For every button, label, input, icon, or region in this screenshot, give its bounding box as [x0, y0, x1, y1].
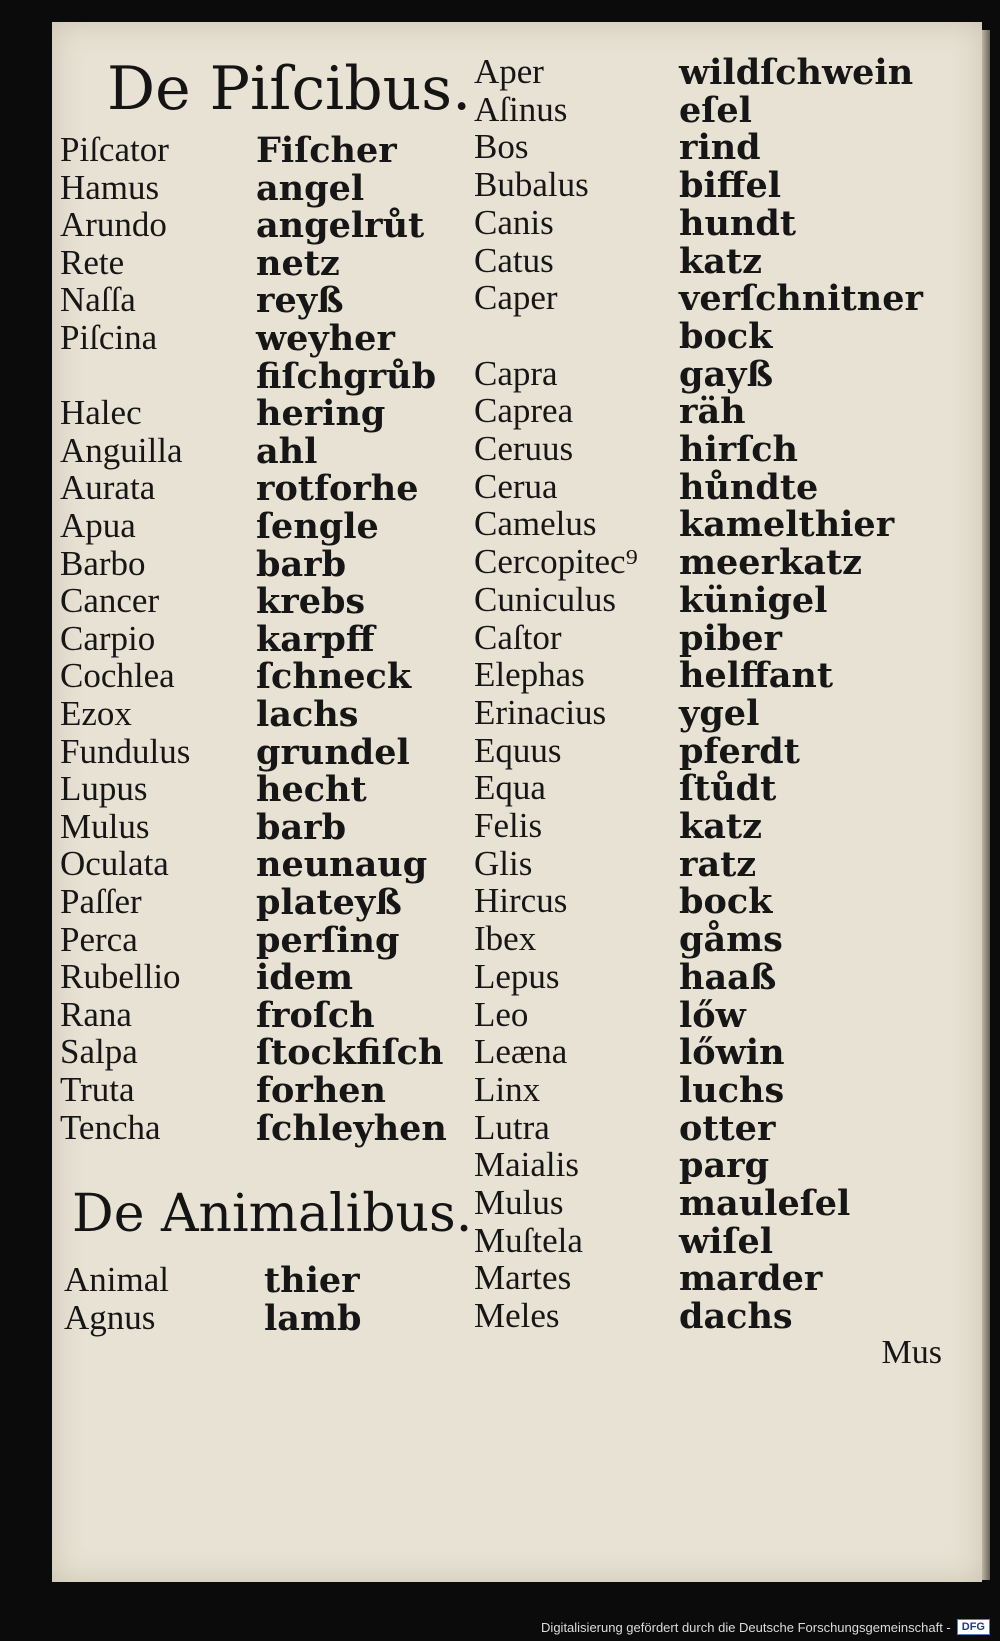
german-term: meerkatz [679, 542, 862, 584]
latin-term: Cerua [474, 466, 558, 506]
german-term: ſtůdt [679, 768, 777, 810]
heading-de-piscibus: De Piſcibus. [107, 54, 472, 124]
latin-term: Canis [474, 202, 554, 242]
latin-term: Caſtor [474, 617, 562, 657]
german-term: reyß [256, 280, 344, 322]
latin-term: Aſinus [474, 89, 568, 129]
german-term: ahl [256, 430, 318, 472]
german-term: lamb [264, 1298, 362, 1339]
latin-term: Aper [474, 52, 544, 91]
german-term: thier [264, 1260, 360, 1301]
german-term: ſengle [256, 506, 379, 547]
german-term: plateyß [256, 882, 402, 923]
latin-term: Oculata [60, 844, 169, 884]
german-term: grundel [256, 731, 410, 773]
latin-term: Equus [474, 730, 562, 770]
latin-term: Lutra [474, 1107, 550, 1147]
latin-term: Catus [474, 240, 554, 280]
german-term: gayß [679, 353, 774, 395]
latin-term: Cercopitec⁹ [474, 542, 638, 582]
latin-term: Maialis [474, 1145, 579, 1185]
latin-term: Mulus [474, 1183, 564, 1222]
german-term: ygel [679, 692, 760, 734]
latin-term: Leo [474, 994, 529, 1034]
german-term: luchs [679, 1069, 785, 1111]
german-term: katz [679, 806, 762, 847]
german-term: wiſel [679, 1220, 774, 1262]
latin-term: Rubellio [60, 957, 181, 997]
latin-term: Halec [60, 393, 142, 433]
book-page [52, 22, 982, 1582]
latin-term: Ceruus [474, 429, 574, 468]
german-term: katz [679, 240, 762, 282]
latin-term: Rete [60, 242, 125, 282]
latin-term: Meles [474, 1296, 560, 1336]
latin-term: Elephas [474, 655, 585, 695]
latin-term: Equa [474, 768, 546, 808]
german-term: otter [679, 1107, 776, 1149]
german-term: hůndte [679, 466, 819, 508]
latin-term: Mulus [60, 806, 150, 846]
german-term: künigel [679, 579, 828, 621]
german-term: rotforhe [256, 468, 419, 510]
latin-term: Camelus [474, 504, 597, 544]
german-term: haaß [679, 956, 777, 998]
german-term: räh [679, 391, 746, 433]
latin-term: Hircus [474, 881, 568, 921]
german-term: barb [256, 806, 347, 848]
german-term: neunaug [256, 844, 428, 886]
german-term: karpff [256, 618, 375, 660]
german-term: gåms [679, 919, 783, 961]
german-term: ſchneck [256, 656, 412, 698]
german-term: pferdt [679, 730, 800, 772]
german-term: idem [256, 957, 354, 999]
latin-term: Animal [64, 1260, 169, 1299]
latin-term: Martes [474, 1258, 572, 1298]
german-term: wildſchwein [679, 52, 914, 93]
german-term: hirſch [679, 429, 798, 470]
page-edge [982, 30, 990, 1580]
latin-term: Linx [474, 1069, 541, 1109]
latin-term: Ibex [474, 919, 537, 959]
latin-term: Piſcator [60, 130, 169, 169]
latin-term: Ezox [60, 694, 132, 733]
german-term: parg [679, 1145, 770, 1187]
german-term: lőwin [679, 1032, 785, 1074]
latin-term: Glis [474, 843, 533, 883]
latin-term: Caprea [474, 391, 574, 431]
latin-term: Anguilla [60, 430, 183, 470]
latin-term: Carpio [60, 618, 156, 658]
latin-term: Piſcina [60, 318, 158, 357]
german-term: eſel [679, 89, 752, 131]
german-term: fiſchgrůb [256, 355, 437, 397]
dfg-logo-icon: DFG [957, 1619, 990, 1635]
latin-term: Perca [60, 919, 138, 959]
german-term: verſchnitner [679, 278, 923, 320]
latin-term: Caper [474, 278, 558, 318]
digitization-footer [541, 1619, 990, 1635]
latin-term: Hamus [60, 167, 160, 207]
latin-term: Arundo [60, 205, 167, 245]
latin-term: Felis [474, 806, 543, 845]
german-term: Fiſcher [256, 130, 397, 171]
latin-term: Bubalus [474, 165, 589, 205]
german-term: ſtockfiſch [256, 1032, 444, 1074]
latin-term: Barbo [60, 543, 146, 583]
latin-term: Erinacius [474, 692, 607, 732]
german-term: hundt [679, 202, 796, 244]
latin-term: Aurata [60, 468, 156, 508]
latin-term: Paſſer [60, 882, 142, 921]
latin-term: Rana [60, 994, 132, 1034]
german-term: helffant [679, 655, 834, 697]
german-term: weyher [256, 318, 395, 359]
german-term: hecht [256, 769, 367, 811]
german-term: perſing [256, 919, 400, 961]
heading-de-animalibus: De Animalibus. [72, 1184, 473, 1244]
german-term: piber [679, 617, 782, 659]
german-term: forhen [256, 1070, 387, 1111]
latin-term: Apua [60, 506, 136, 545]
german-term: krebs [256, 581, 366, 623]
latin-term: Tencha [60, 1107, 161, 1147]
footer-text: Digitalisierung gefördert durch die Deutsche Forschungsgemeinschaft - [541, 1619, 951, 1635]
german-term: angelrůt [256, 205, 425, 247]
german-term: ſchleyhen [256, 1107, 447, 1149]
german-term: mauleſel [679, 1183, 851, 1224]
german-term: biffel [679, 165, 782, 207]
latin-term: Bos [474, 127, 529, 167]
latin-term: Fundulus [60, 731, 191, 771]
latin-term: Muſtela [474, 1220, 583, 1260]
german-term: ratz [679, 843, 757, 885]
latin-term: Lepus [474, 956, 560, 996]
latin-term: Naſſa [60, 280, 136, 320]
latin-term: Salpa [60, 1032, 138, 1072]
german-term: hering [256, 393, 386, 435]
catchword: Mus [881, 1334, 942, 1371]
german-term: bock [679, 315, 773, 357]
german-term: lőw [679, 994, 746, 1036]
german-term: rind [679, 127, 761, 169]
german-term: bock [679, 881, 773, 923]
german-term: kamelthier [679, 504, 895, 546]
latin-term: Lupus [60, 769, 148, 809]
german-term: dachs [679, 1296, 793, 1338]
german-term: barb [256, 543, 347, 585]
german-term: netz [256, 242, 340, 284]
german-term: lachs [256, 694, 359, 735]
german-term: froſch [256, 994, 375, 1036]
latin-term: Cuniculus [474, 579, 616, 619]
latin-term: Capra [474, 353, 558, 393]
latin-term: Cancer [60, 581, 160, 621]
latin-term: Truta [60, 1070, 135, 1109]
german-term: marder [679, 1258, 823, 1300]
german-term: angel [256, 167, 365, 209]
latin-term: Agnus [64, 1298, 156, 1337]
latin-term: Cochlea [60, 656, 175, 696]
latin-term: Leæna [474, 1032, 568, 1072]
